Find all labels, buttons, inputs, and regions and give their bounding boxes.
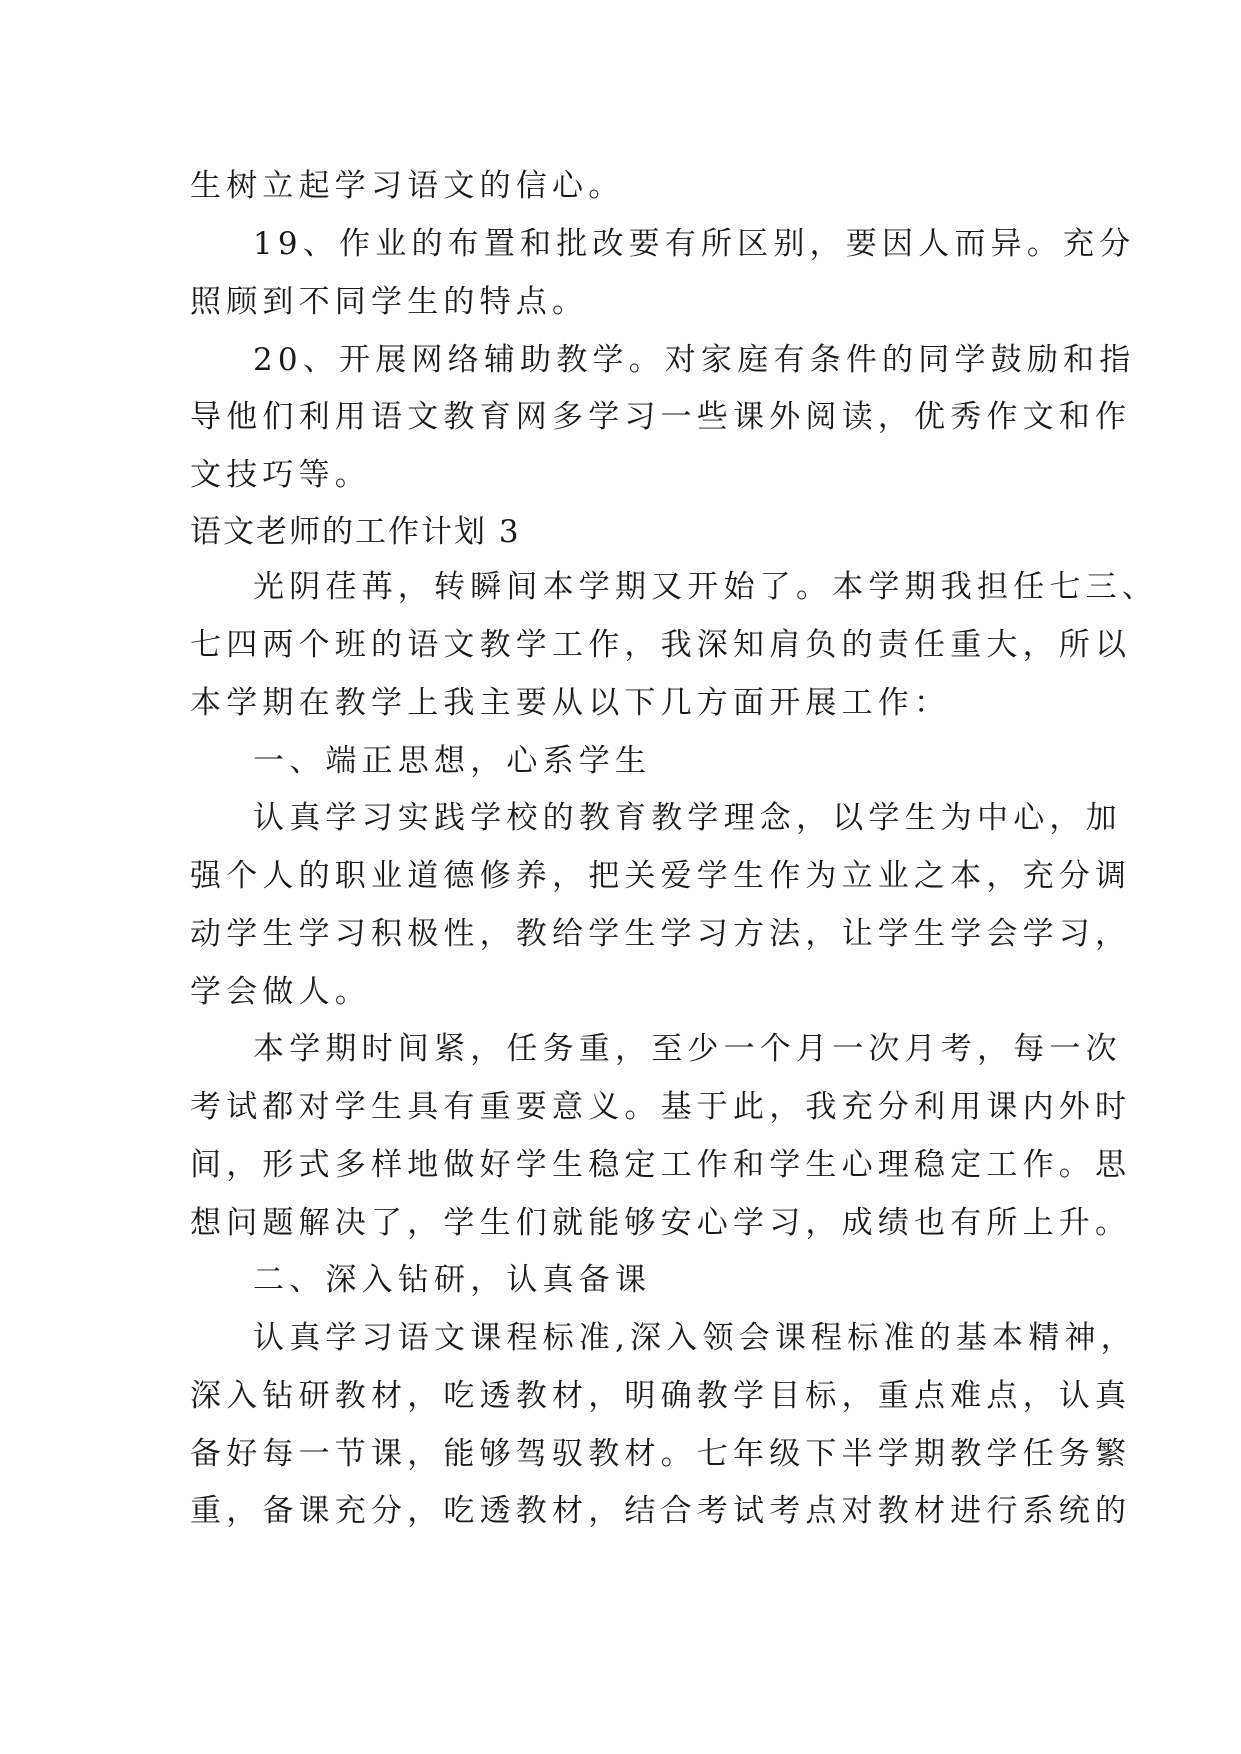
text-line: 备好每一节课，能够驾驭教材。七年级下半学期教学任务繁 — [190, 1436, 1132, 1472]
text-line: 认真学习实践学校的教育教学理念，以学生为中心，加 — [253, 800, 1122, 836]
text-line: 学会做人。 — [190, 974, 371, 1010]
text-line: 间，形式多样地做好学生稳定工作和学生心理稳定工作。思 — [190, 1147, 1132, 1183]
text-line: 重，备课充分，吃透教材，结合考试考点对教材进行系统的 — [190, 1493, 1132, 1529]
text-line: 想问题解决了，学生们就能够安心学习，成绩也有所上升。 — [190, 1205, 1132, 1241]
text-line: 导他们利用语文教育网多学习一些课外阅读，优秀作文和作 — [190, 399, 1132, 435]
text-line: 深入钻研教材，吃透教材，明确教学目标，重点难点，认真 — [190, 1378, 1132, 1414]
section-title: 语文老师的工作计划 3 — [190, 514, 521, 550]
text-line: 照顾到不同学生的特点。 — [190, 284, 589, 320]
text-line: 本学期在教学上我主要从以下几方面开展工作： — [190, 685, 951, 721]
section-heading: 一、端正思想，心系学生 — [253, 743, 652, 779]
text-line: 19、作业的布置和批改要有所区别，要因人而异。充分 — [253, 226, 1136, 262]
text-line: 七四两个班的语文教学工作，我深知肩负的责任重大，所以 — [190, 627, 1132, 663]
text-line: 生树立起学习语文的信心。 — [190, 168, 625, 204]
text-line: 光阴荏苒，转瞬间本学期又开始了。本学期我担任七三、 — [253, 569, 1158, 605]
text-line: 认真学习语文课程标准,深入领会课程标准的基本精神， — [253, 1320, 1137, 1356]
text-line: 文技巧等。 — [190, 457, 371, 493]
text-line: 本学期时间紧，任务重，至少一个月一次月考，每一次 — [253, 1031, 1122, 1067]
text-line: 动学生学习积极性，教给学生学习方法，让学生学会学习， — [190, 916, 1132, 952]
text-line: 强个人的职业道德修养，把关爱学生作为立业之本，充分调 — [190, 858, 1132, 894]
section-heading: 二、深入钻研，认真备课 — [253, 1262, 652, 1298]
text-line: 考试都对学生具有重要意义。基于此，我充分利用课内外时 — [190, 1089, 1132, 1125]
text-line: 20、开展网络辅助教学。对家庭有条件的同学鼓励和指 — [253, 342, 1136, 378]
